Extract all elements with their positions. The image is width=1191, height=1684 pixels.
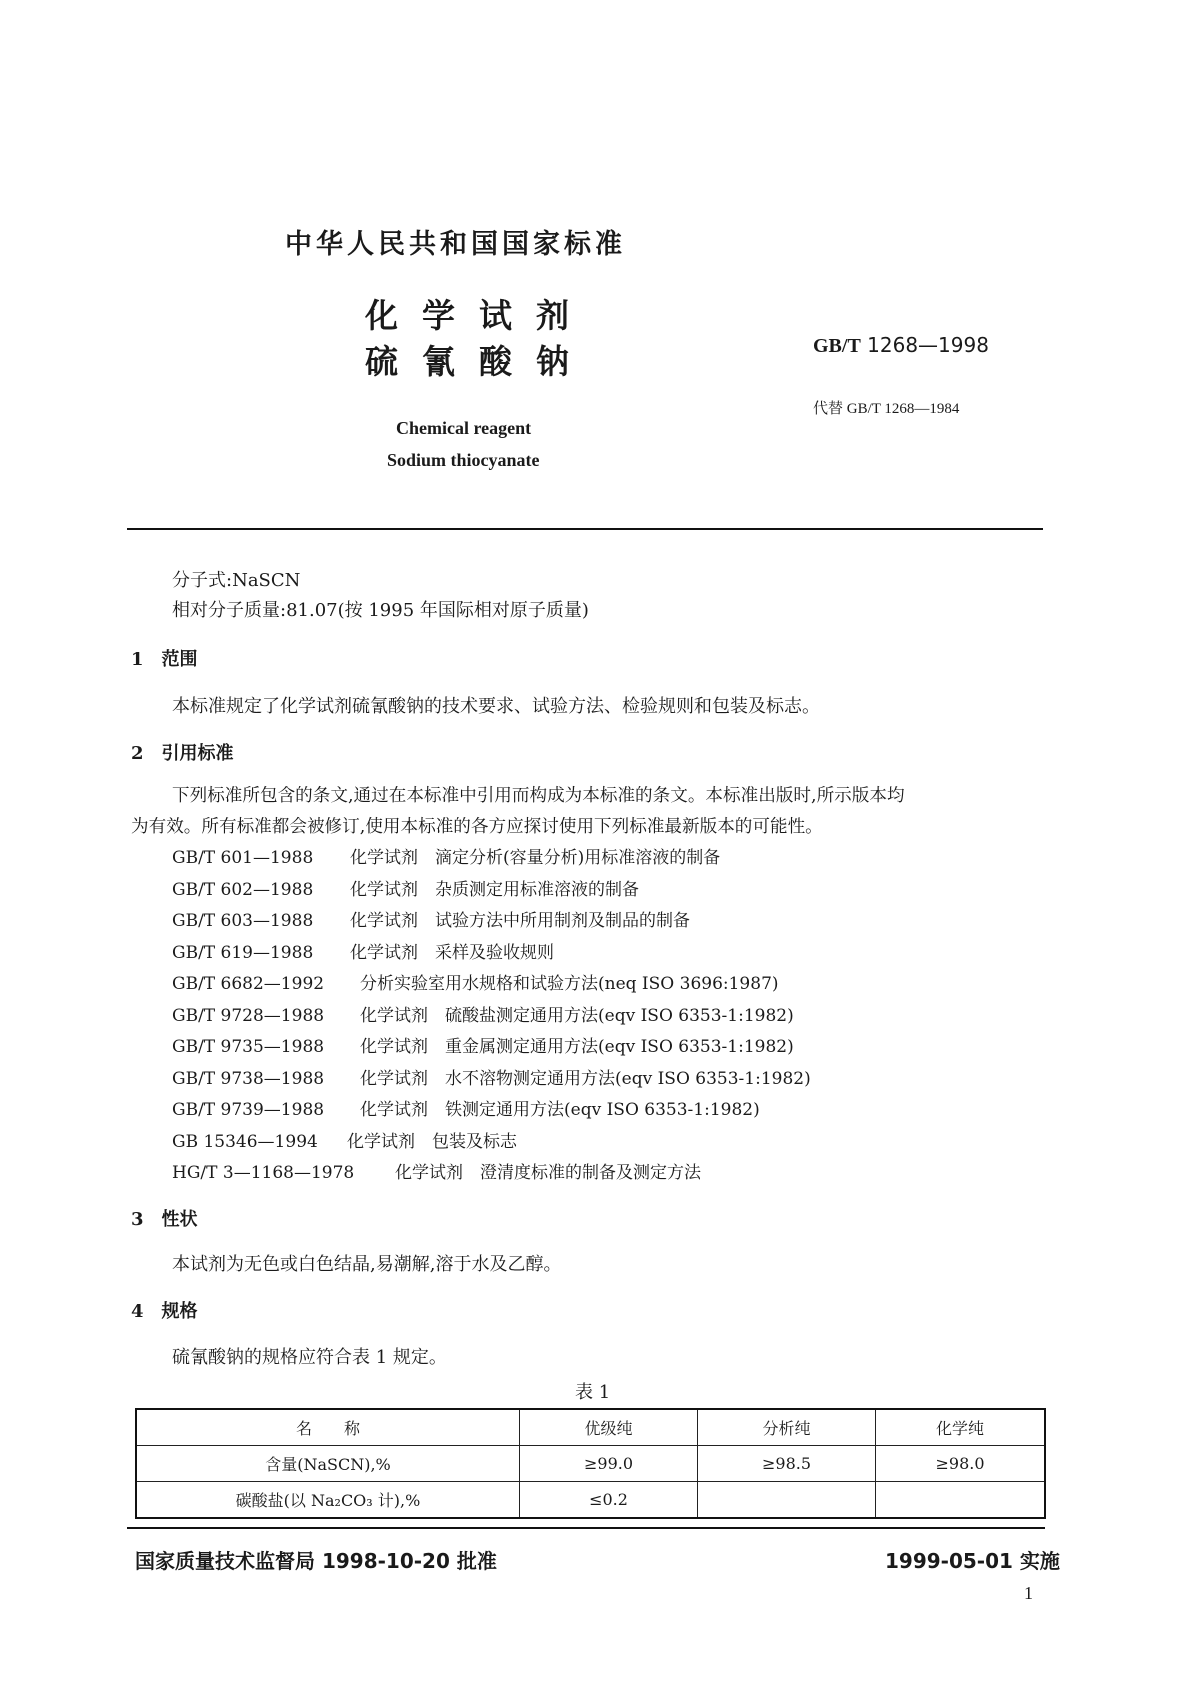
standard-code (813, 333, 989, 358)
table-cell: ≥99.0 (520, 1446, 698, 1482)
table-header-cell: 名 称 (136, 1409, 520, 1446)
reference-item: GB 15346—1994 化学试剂 包装及标志 (172, 1131, 517, 1152)
reference-item: GB/T 6682—1992 分析实验室用水规格和试验方法(neq ISO 3696:1987) (172, 974, 779, 994)
table-cell: ≤0.2 (520, 1482, 698, 1519)
section-2-text-line2: 为有效。所有标准都会被修订,使用本标准的各方应探讨使用下列标准最新版本的可能性。 (131, 817, 823, 837)
table-header-cell: 化学纯 (876, 1409, 1046, 1446)
table-cell: 碳酸盐(以 Na₂CO₃ 计),% (136, 1482, 520, 1519)
reference-item: GB/T 603—1988 化学试剂 试验方法中所用制剂及制品的制备 (172, 911, 690, 931)
section-3-text: 本试剂为无色或白色结晶,易潮解,溶于水及乙醇。 (172, 1254, 562, 1275)
table-row (136, 1446, 1045, 1482)
molar-mass: 相对分子质量:81.07(按 1995 年国际相对原子质量) (172, 600, 589, 621)
title-english-line2: Sodium thiocyanate (387, 450, 540, 470)
table-cell (698, 1482, 876, 1519)
table-row (136, 1482, 1045, 1519)
title-english-line1: Chemical reagent (396, 418, 532, 438)
table-cell (876, 1482, 1046, 1519)
table-caption: 表 1 (575, 1382, 611, 1403)
table-cell: 含量(NaSCN),% (136, 1446, 520, 1482)
replaces-note: 代替 GB/T 1268—1984 (813, 401, 960, 417)
page-number: 1 (1024, 1583, 1033, 1603)
table-header-row (136, 1409, 1045, 1446)
table-header-cell: 优级纯 (520, 1409, 698, 1446)
reference-item: GB/T 601—1988 化学试剂 滴定分析(容量分析)用标准溶液的制备 (172, 848, 721, 868)
approval-note: 国家质量技术监督局 1998-10-20 批准 (135, 1549, 497, 1573)
standard-code-number: 1268—1998 (867, 333, 989, 357)
section-4-text: 硫氰酸钠的规格应符合表 1 规定。 (172, 1347, 447, 1368)
section-2-heading: 2 引用标准 (131, 743, 234, 764)
title-chinese-line2: 硫氰酸钠 (365, 342, 593, 381)
reference-item: GB/T 9738—1988 化学试剂 水不溶物测定通用方法(eqv ISO 6353-1:1982) (172, 1068, 811, 1089)
section-2-text-line1: 下列标准所包含的条文,通过在本标准中引用而构成为本标准的条文。本标准出版时,所示版本均 (172, 786, 905, 806)
section-1-text: 本标准规定了化学试剂硫氰酸钠的技术要求、试验方法、检验规则和包装及标志。 (172, 696, 820, 717)
table-cell: ≥98.5 (698, 1446, 876, 1482)
specification-table (135, 1408, 1046, 1519)
table-header-cell: 分析纯 (698, 1409, 876, 1446)
reference-list (172, 843, 811, 1190)
section-3-heading: 3 性状 (131, 1209, 198, 1230)
reference-item: GB/T 602—1988 化学试剂 杂质测定用标准溶液的制备 (172, 879, 639, 900)
table-cell: ≥98.0 (876, 1446, 1046, 1482)
section-4-heading: 4 规格 (131, 1301, 198, 1322)
reference-item: GB/T 9735—1988 化学试剂 重金属测定通用方法(eqv ISO 6353-1:1982) (172, 1037, 794, 1057)
effective-date: 1999-05-01 实施 (885, 1549, 1060, 1573)
section-1-heading: 1 范围 (131, 649, 198, 670)
reference-item: GB/T 9728—1988 化学试剂 硫酸盐测定通用方法(eqv ISO 6353-1:1982) (172, 1005, 794, 1026)
molecular-formula: 分子式:NaSCN (172, 570, 301, 591)
reference-item: GB/T 9739—1988 化学试剂 铁测定通用方法(eqv ISO 6353-1:1982) (172, 1100, 760, 1120)
reference-item: GB/T 619—1988 化学试剂 采样及验收规则 (172, 942, 554, 963)
title-chinese-line1: 化学试剂 (365, 296, 593, 335)
header-rule (127, 528, 1043, 530)
footer-rule (127, 1527, 1045, 1529)
reference-item: HG/T 3—1168—1978 化学试剂 澄清度标准的制备及测定方法 (172, 1163, 701, 1183)
standard-code-prefix: GB/T (813, 335, 861, 357)
national-standard-heading: 中华人民共和国国家标准 (285, 229, 626, 260)
